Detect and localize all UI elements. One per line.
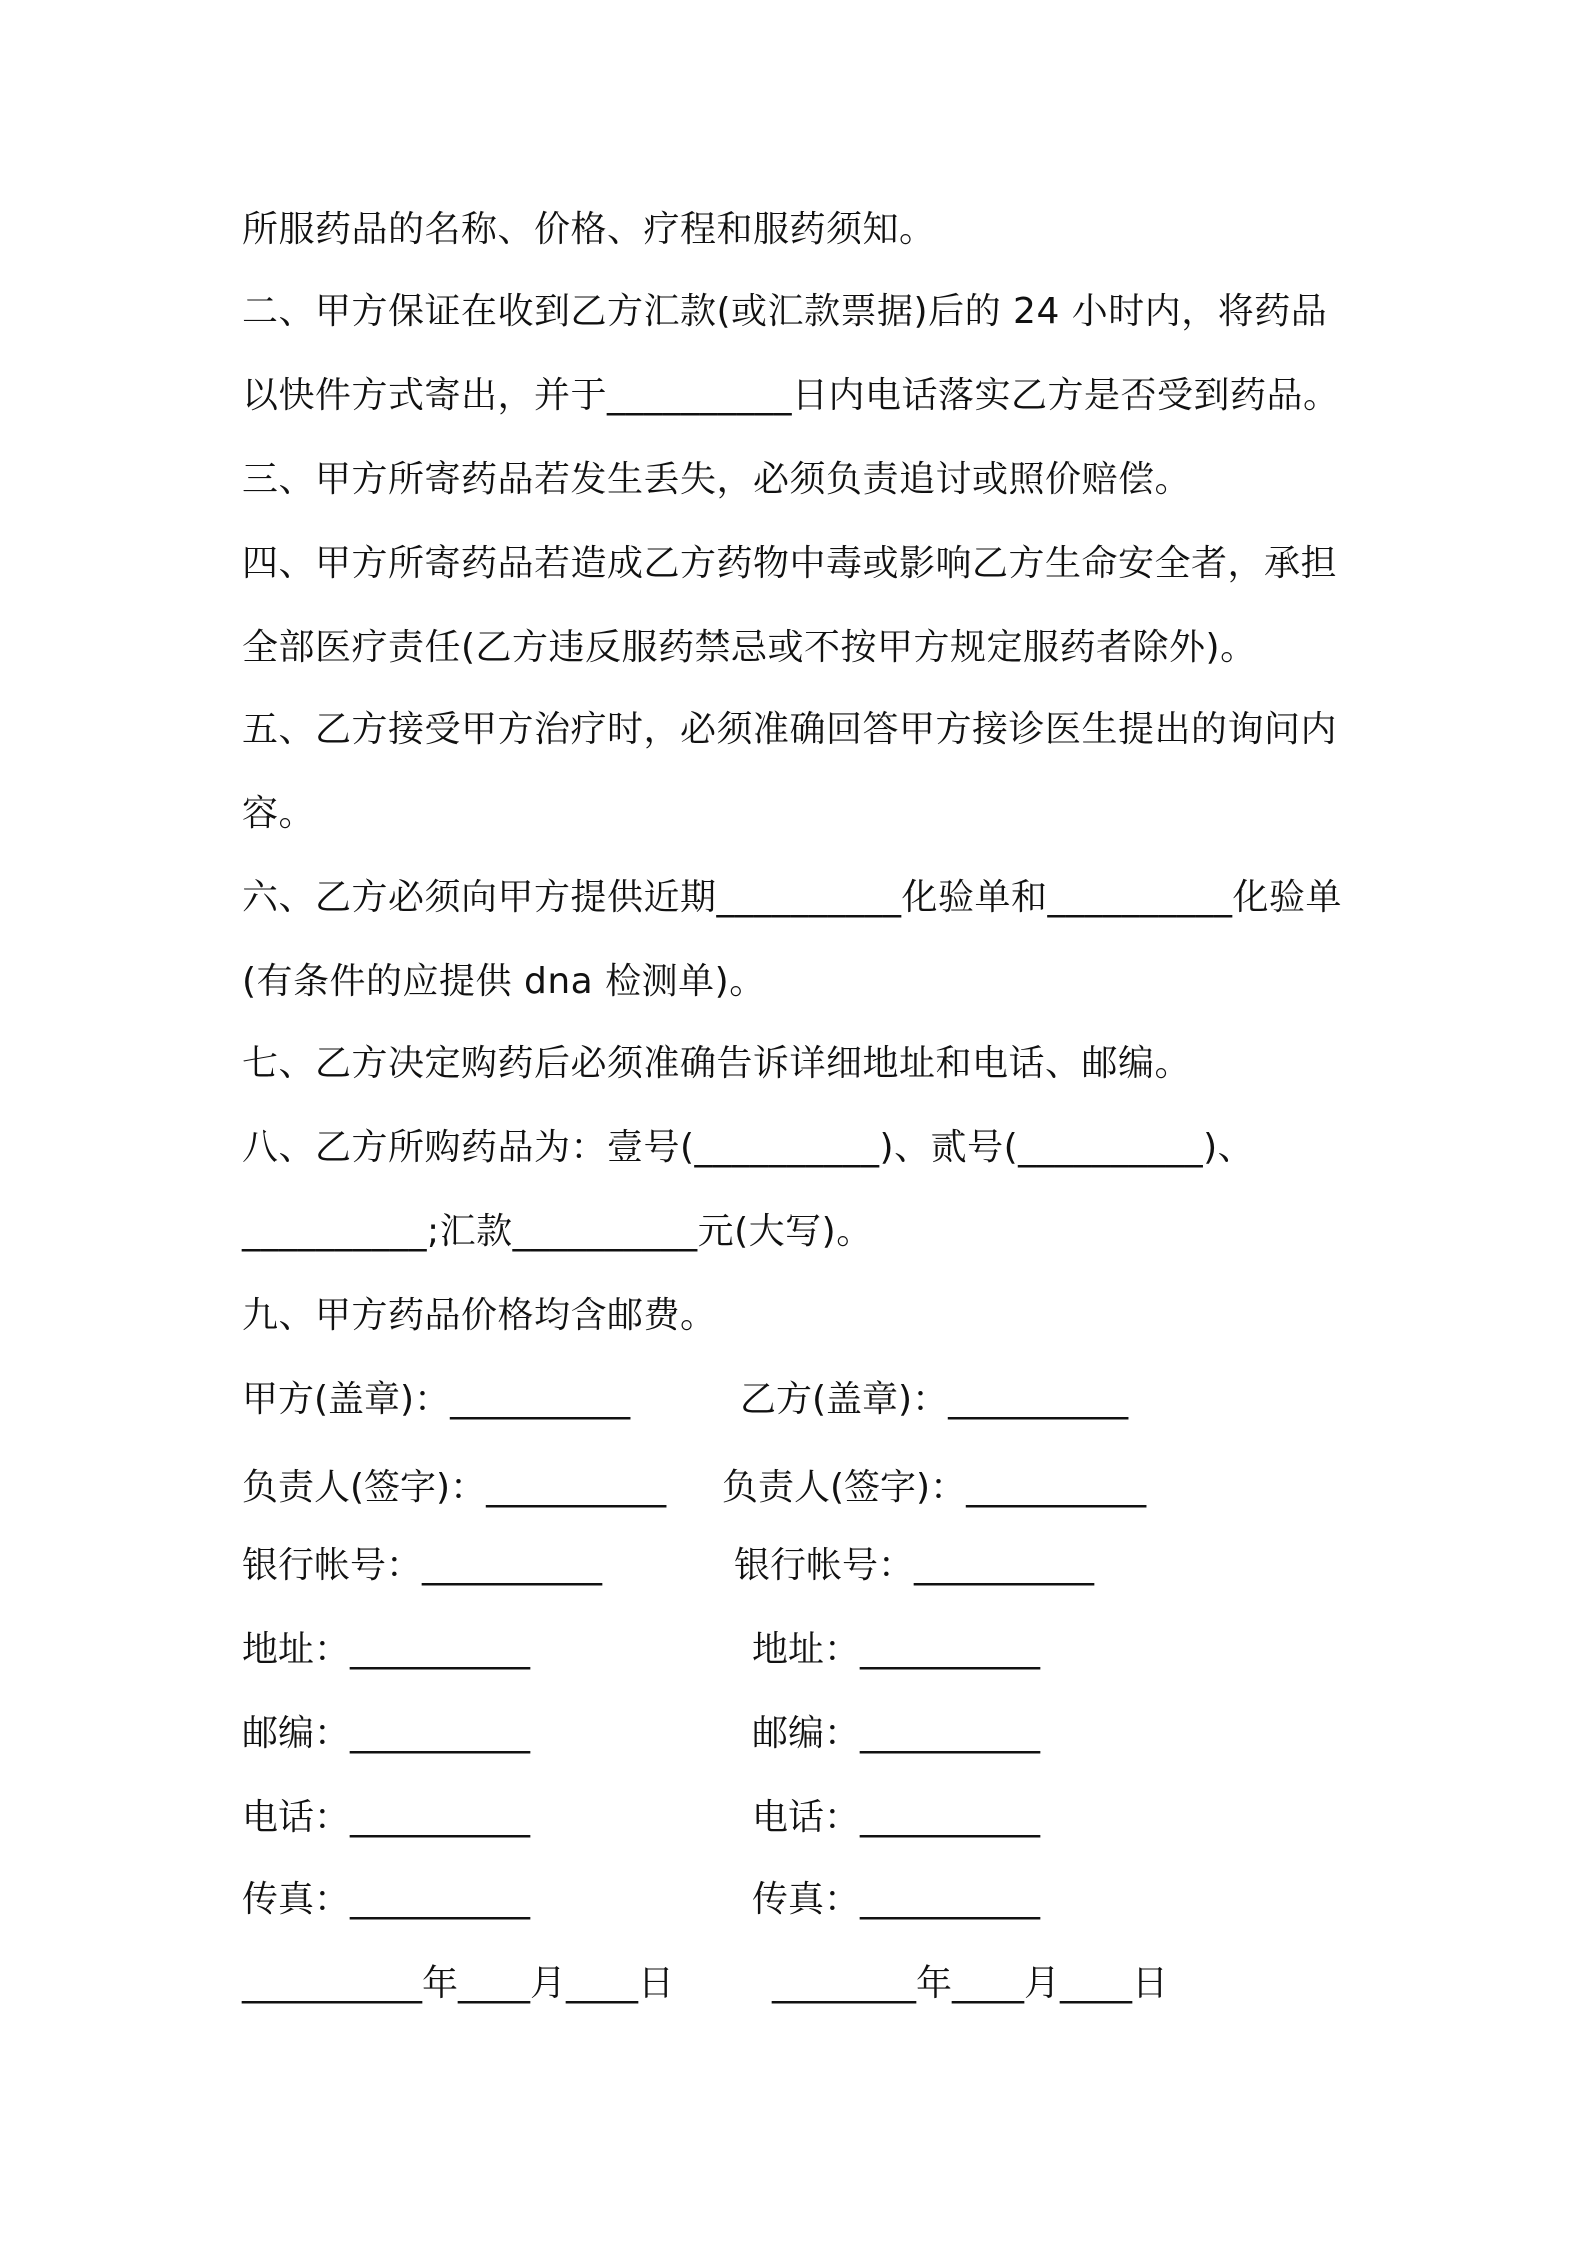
- party-b-date: ________年____月____日: [772, 1963, 1168, 2004]
- party-b-bank-account: 银行帐号：__________: [734, 1545, 1095, 1586]
- clause-six-line-1: 六、乙方必须向甲方提供近期__________化验单和__________化验单: [242, 877, 1343, 918]
- clause-nine: 九、甲方药品价格均含邮费。: [242, 1295, 717, 1336]
- party-a-address: 地址：__________: [242, 1629, 531, 1670]
- clause-five-line-1: 五、乙方接受甲方治疗时，必须准确回答甲方接诊医生提出的询问内: [242, 709, 1338, 750]
- party-a-phone: 电话：__________: [242, 1797, 531, 1838]
- clause-four-line-1: 四、甲方所寄药品若造成乙方药物中毒或影响乙方生命安全者，承担: [242, 543, 1338, 584]
- clause-two-line-1: 二、甲方保证在收到乙方汇款(或汇款票据)后的 24 小时内，将药品: [242, 291, 1328, 332]
- party-b-postcode: 邮编：__________: [752, 1713, 1041, 1754]
- clause-eight-line-2: __________;汇款__________元(大写)。: [242, 1211, 873, 1252]
- clause-four-line-2: 全部医疗责任(乙方违反服药禁忌或不按甲方规定服药者除外)。: [242, 627, 1257, 668]
- clause-seven: 七、乙方决定购药后必须准确告诉详细地址和电话、邮编。: [242, 1043, 1192, 1084]
- party-b-phone: 电话：__________: [752, 1797, 1041, 1838]
- clause-six-line-2: (有条件的应提供 dna 检测单)。: [242, 961, 766, 1002]
- party-a-postcode: 邮编：__________: [242, 1713, 531, 1754]
- party-b-fax: 传真：__________: [752, 1879, 1041, 1920]
- party-a-bank-account: 银行帐号：__________: [242, 1545, 603, 1586]
- clause-eight-line-1: 八、乙方所购药品为：壹号(__________)、贰号(__________)、: [242, 1127, 1255, 1168]
- party-a-fax: 传真：__________: [242, 1879, 531, 1920]
- party-a-date: __________年____月____日: [242, 1963, 674, 2004]
- party-a-seal: 甲方(盖章)：__________: [242, 1379, 631, 1420]
- clause-five-line-2: 容。: [242, 793, 316, 834]
- party-b-responsible: 负责人(签字)：__________: [722, 1467, 1147, 1508]
- party-b-seal: 乙方(盖章)：__________: [740, 1379, 1129, 1420]
- paragraph-line: 所服药品的名称、价格、疗程和服药须知。: [242, 209, 936, 250]
- party-b-address: 地址：__________: [752, 1629, 1041, 1670]
- clause-three: 三、甲方所寄药品若发生丢失，必须负责追讨或照价赔偿。: [242, 459, 1192, 500]
- party-a-responsible: 负责人(签字)：__________: [242, 1467, 667, 1508]
- clause-two-line-2: 以快件方式寄出，并于__________日内电话落实乙方是否受到药品。: [242, 375, 1340, 416]
